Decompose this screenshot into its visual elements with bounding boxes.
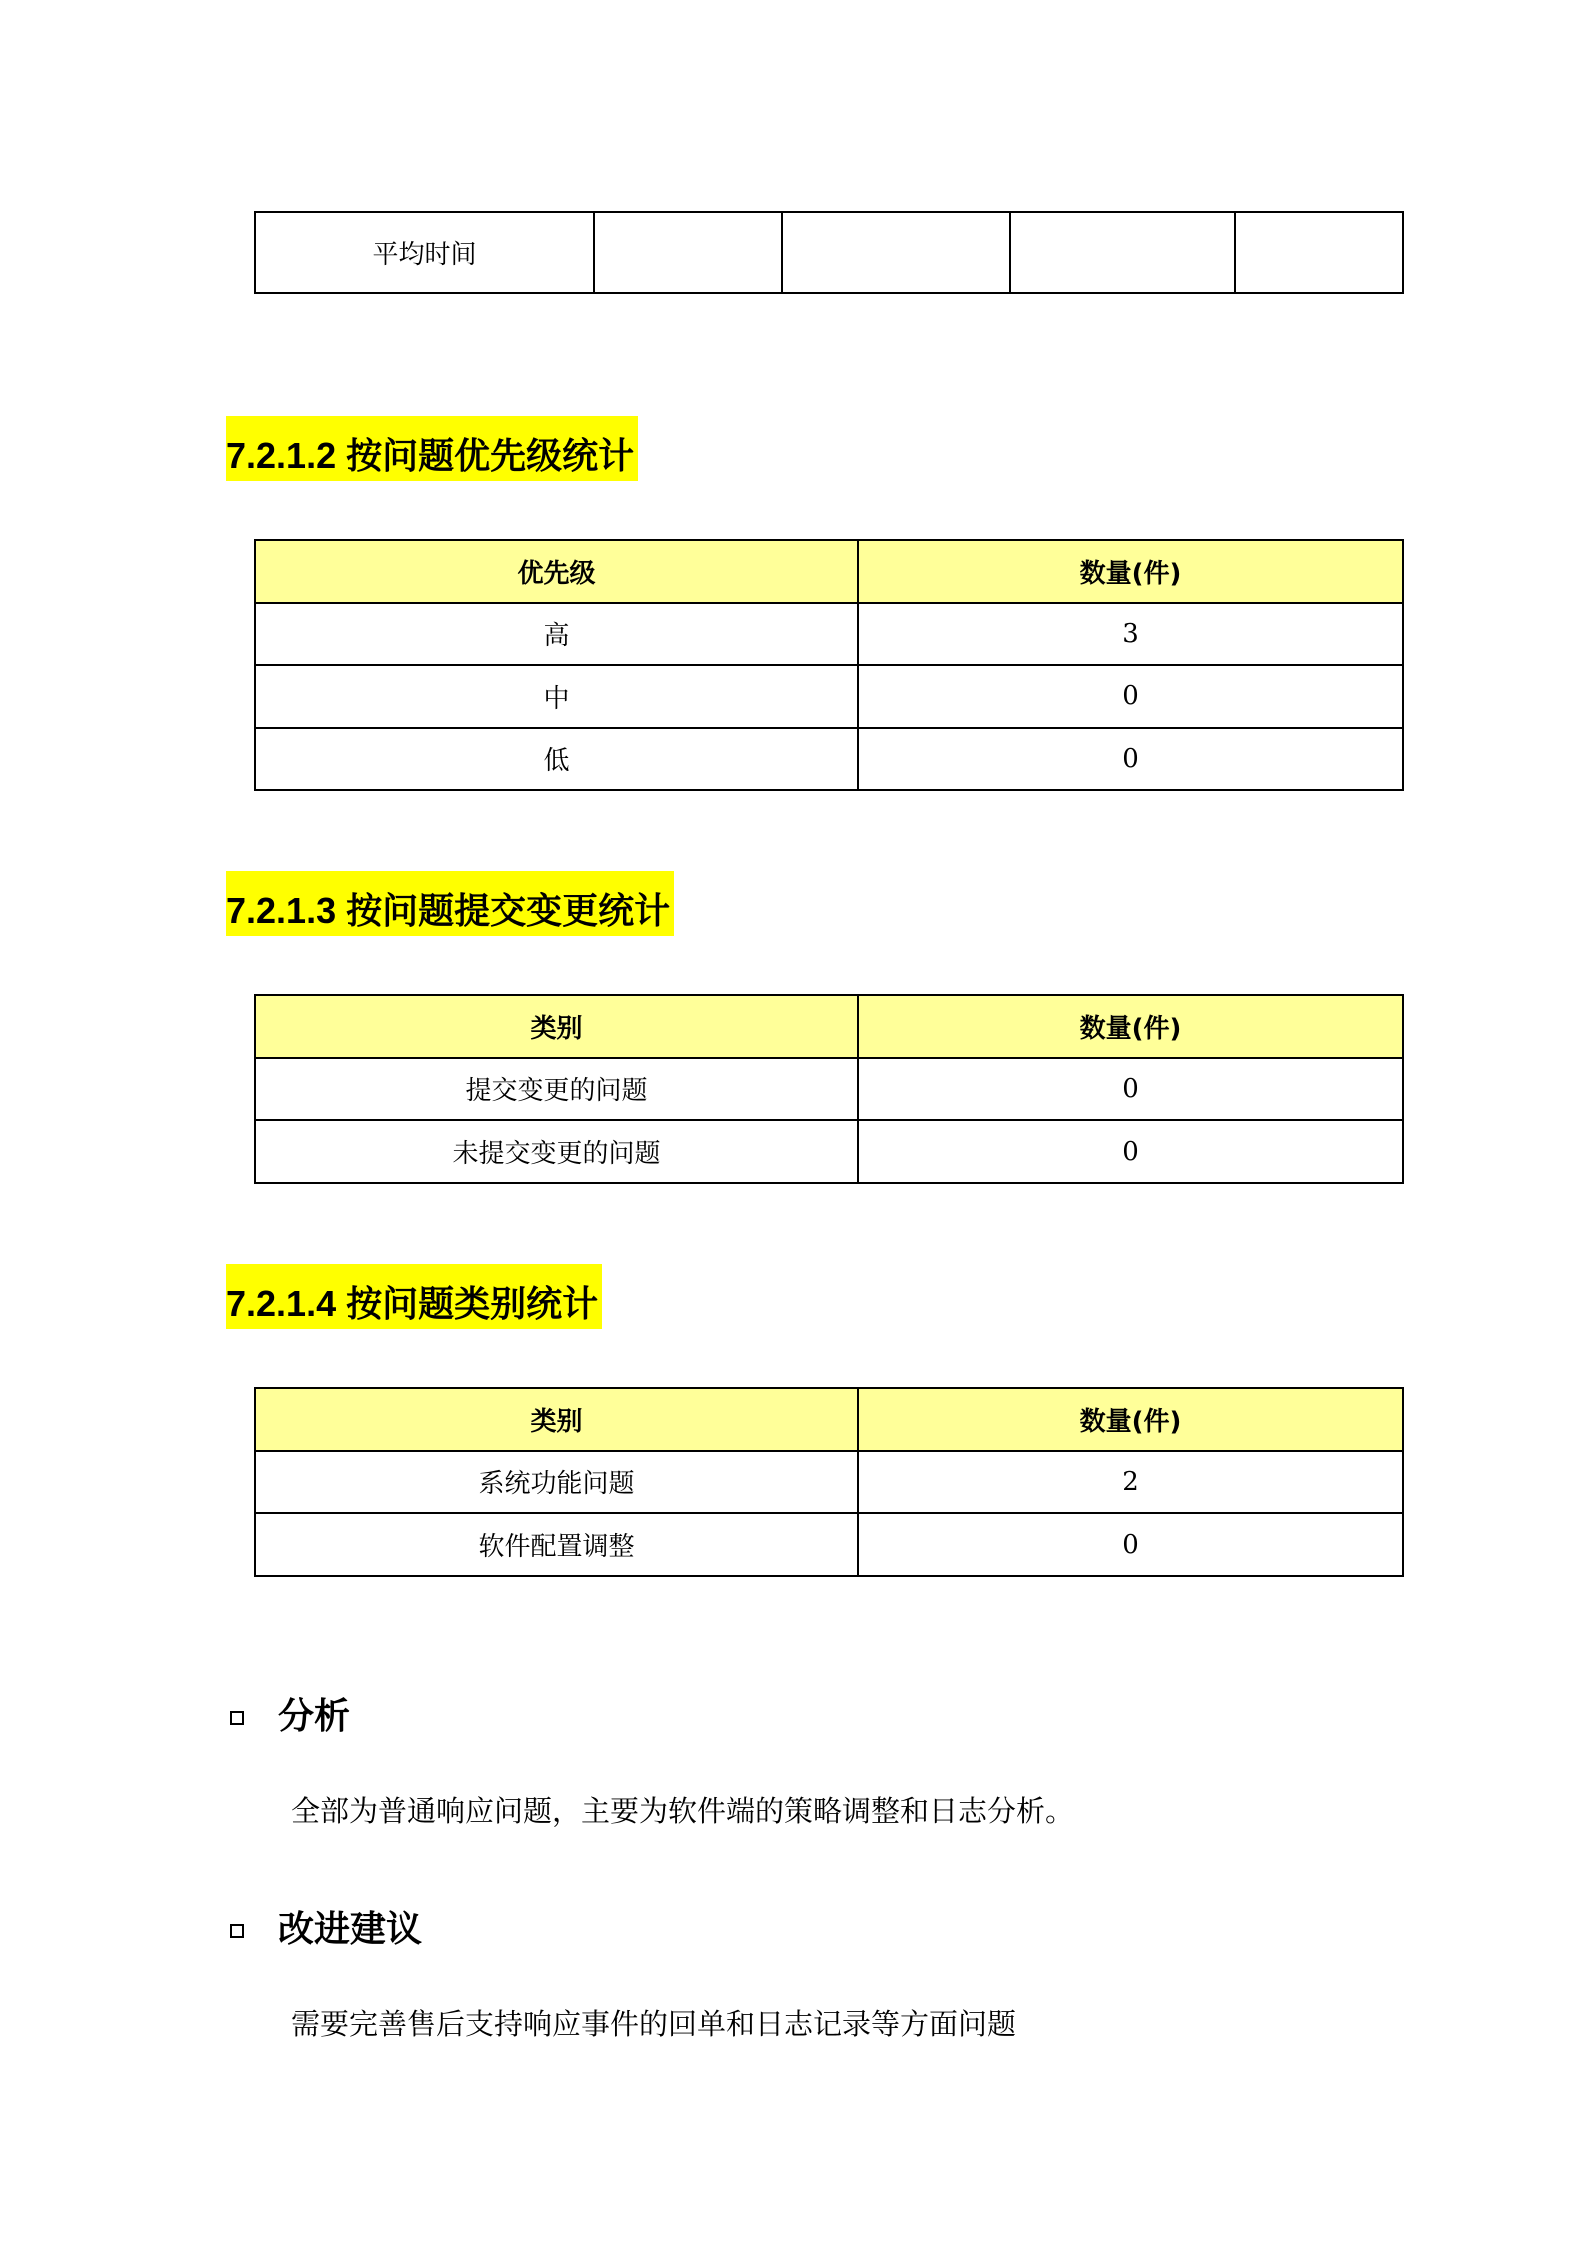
cell: 0 bbox=[858, 1058, 1403, 1121]
cell: 0 bbox=[858, 665, 1403, 728]
header-cell: 优先级 bbox=[255, 540, 858, 603]
cell: 提交变更的问题 bbox=[255, 1058, 858, 1121]
table-header-row bbox=[255, 995, 1403, 1058]
cell: 3 bbox=[858, 603, 1403, 666]
table-row bbox=[255, 1058, 1403, 1121]
change-table bbox=[254, 994, 1404, 1184]
cell: 0 bbox=[858, 1513, 1403, 1576]
cell: 低 bbox=[255, 728, 858, 791]
table-row bbox=[255, 212, 1403, 293]
table-row bbox=[255, 665, 1403, 728]
suggestion-heading bbox=[230, 1901, 422, 1952]
header-cell: 类别 bbox=[255, 995, 858, 1058]
analysis-heading bbox=[230, 1688, 350, 1739]
table-row bbox=[255, 603, 1403, 666]
analysis-text: 全部为普通响应问题，主要为软件端的策略调整和日志分析。 bbox=[291, 1794, 1075, 1828]
cell: 0 bbox=[858, 728, 1403, 791]
cell: 软件配置调整 bbox=[255, 1513, 858, 1576]
average-time-table bbox=[254, 211, 1404, 294]
section-heading-priority: 7.2.1.2 按问题优先级统计 bbox=[226, 416, 638, 481]
analysis-title: 分析 bbox=[278, 1696, 351, 1737]
table-header-row bbox=[255, 1388, 1403, 1451]
table-row bbox=[255, 1451, 1403, 1514]
cell: 0 bbox=[858, 1120, 1403, 1183]
header-cell: 数量(件) bbox=[858, 1388, 1403, 1451]
header-cell: 数量(件) bbox=[858, 540, 1403, 603]
table-row bbox=[255, 1120, 1403, 1183]
suggestion-title: 改进建议 bbox=[278, 1909, 423, 1950]
section-heading-change: 7.2.1.3 按问题提交变更统计 bbox=[226, 871, 674, 936]
table-header-row bbox=[255, 540, 1403, 603]
section-heading-category: 7.2.1.4 按问题类别统计 bbox=[226, 1264, 602, 1329]
priority-table bbox=[254, 539, 1404, 791]
header-cell: 类别 bbox=[255, 1388, 858, 1451]
table-row bbox=[255, 728, 1403, 791]
square-bullet-icon bbox=[230, 1711, 244, 1725]
suggestion-text: 需要完善售后支持响应事件的回单和日志记录等方面问题 bbox=[291, 2007, 1017, 2041]
header-cell: 数量(件) bbox=[858, 995, 1403, 1058]
cell: 系统功能问题 bbox=[255, 1451, 858, 1514]
cell: 2 bbox=[858, 1451, 1403, 1514]
table-row bbox=[255, 1513, 1403, 1576]
cell: 高 bbox=[255, 603, 858, 666]
category-table bbox=[254, 1387, 1404, 1577]
cell: 中 bbox=[255, 665, 858, 728]
cell: 平均时间 bbox=[255, 212, 594, 293]
square-bullet-icon bbox=[230, 1924, 244, 1938]
cell: 未提交变更的问题 bbox=[255, 1120, 858, 1183]
